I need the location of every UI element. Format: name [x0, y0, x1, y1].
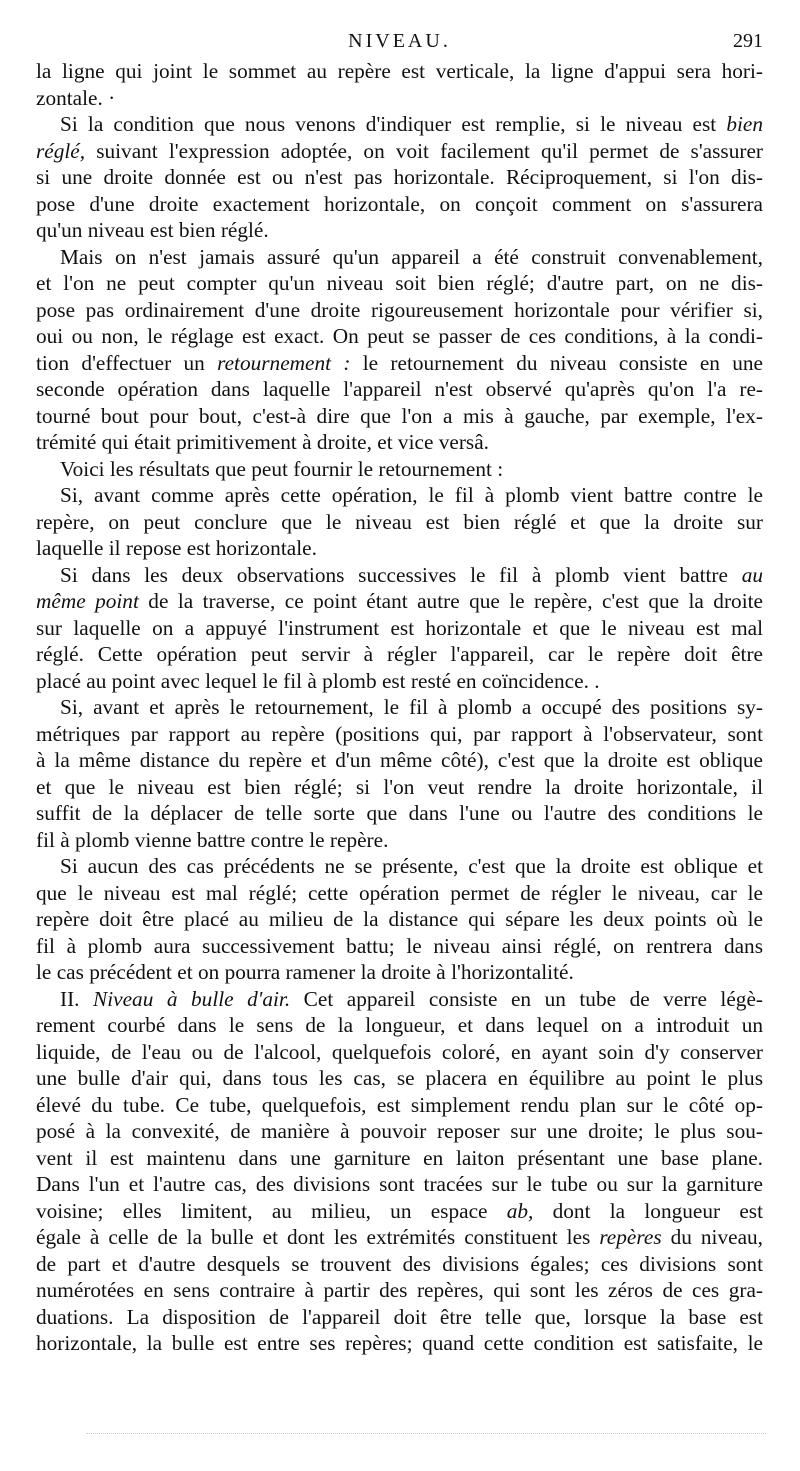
text-line — [36, 1224, 763, 1251]
text-run: zontale. · — [36, 85, 116, 110]
scan-margin-artifact — [86, 1433, 766, 1437]
text-line — [36, 1118, 763, 1145]
text-run: voisine; elles limitent, au milieu, un espace — [36, 1198, 507, 1223]
text-run: tion d'effectuer un — [36, 350, 218, 375]
text-run: à la même distance du repère et d'un même côté), c'est que la droite est oblique — [36, 748, 763, 772]
text-run: de part et d'autre desquels se trouvent des divisions égales; ces divisions sont — [36, 1251, 763, 1276]
text-line — [36, 827, 763, 854]
text-run: liquide, de l'eau ou de l'alcool, quelquefois coloré, en ayant soin d'y conserver — [36, 1039, 763, 1064]
text-run: repère doit être placé au milieu de la distance qui sépare les deux points où le — [36, 907, 763, 931]
text-run: fil à plomb vienne battre contre le repère. — [36, 827, 389, 852]
text-run: fil à plomb aura successivement battu; le niveau ainsi réglé, on rentrera dans — [36, 933, 763, 958]
text-run: suivant l'expression adoptée, on voit facilement qu'il permet de s'assurer — [85, 138, 763, 163]
italic-text: repères — [599, 1225, 662, 1249]
running-header — [36, 30, 763, 56]
body-text — [36, 58, 763, 1357]
text-line — [36, 456, 763, 483]
text-line — [36, 747, 763, 774]
text-run: dont la longueur est — [533, 1198, 763, 1223]
text-line — [36, 85, 763, 112]
text-run: Si, avant et après le retournement, le fil à plomb a occupé des positions sy- — [60, 695, 763, 719]
text-run: et que le niveau est bien réglé; si l'on veut rendre la droite horizontale, il — [36, 774, 763, 799]
text-line — [36, 1277, 763, 1304]
text-line — [36, 800, 763, 827]
text-run: et l'on ne peut compter qu'un niveau soit bien réglé; d'autre part, on ne dis- — [36, 271, 763, 295]
text-line — [36, 535, 763, 562]
text-run: Si la condition que nous venons d'indiquer est remplie, si le niveau est — [60, 112, 727, 136]
text-run: de la traverse, ce point étant autre que le repère, c'est que la droite — [138, 589, 763, 613]
italic-text: même point — [36, 589, 139, 613]
text-run: réglé. Cette opération peut servir à régler l'appareil, car le repère doit être — [36, 642, 763, 666]
text-line — [36, 986, 763, 1013]
text-run: repère, on peut conclure que le niveau est bien réglé et que la droite sur — [36, 509, 763, 534]
page-number: 291 — [733, 30, 763, 52]
text-run: Dans l'un et l'autre cas, des divisions sont tracées sur le tube ou sur la garniture — [36, 1172, 763, 1196]
running-title: NIVEAU. — [348, 30, 451, 52]
text-run: élevé du tube. Ce tube, quelquefois, est simplement rendu plan sur le côté op- — [36, 1092, 763, 1117]
text-line — [36, 906, 763, 933]
text-line — [36, 1092, 763, 1119]
text-line — [36, 270, 763, 297]
text-line — [36, 244, 763, 271]
text-line — [36, 721, 763, 748]
text-run: placé au point avec lequel le fil à plomb est resté en coïncidence. . — [36, 668, 600, 693]
text-run: rement courbé dans le sens de la longueur, et dans lequel on a introduit un — [36, 1013, 763, 1037]
text-line — [36, 138, 763, 165]
text-run: II. — [60, 986, 94, 1011]
italic-text: bien — [726, 112, 763, 136]
text-line — [36, 1171, 763, 1198]
text-line — [36, 164, 763, 191]
text-run: le retournement du niveau consiste en une — [350, 350, 763, 375]
text-line — [36, 1065, 763, 1092]
text-run: la ligne qui joint le sommet au repère est verticale, la ligne d'appui sera hori- — [36, 59, 763, 83]
text-line — [36, 880, 763, 907]
text-line — [36, 297, 763, 324]
text-run: Si, avant comme après cette opération, le fil à plomb vient battre contre le — [60, 483, 763, 507]
text-run: seconde opération dans laquelle l'appareil n'est observé qu'après qu'on l'a re- — [36, 377, 763, 401]
text-run: laquelle il repose est horizontale. — [36, 536, 317, 560]
text-line — [36, 694, 763, 721]
text-line — [36, 1330, 763, 1357]
text-run: numérotées en sens contraire à partir des repères, qui sont les zéros de ces gra- — [36, 1278, 763, 1302]
text-line — [36, 933, 763, 960]
text-line — [36, 217, 763, 244]
text-run: métriques par rapport au repère (positions qui, par rapport à l'observateur, sont — [36, 721, 763, 746]
italic-text: au — [741, 562, 763, 587]
text-line — [36, 509, 763, 536]
text-run: sur laquelle on a appuyé l'instrument est horizontale et que le niveau est mal — [36, 615, 763, 640]
text-line — [36, 1251, 763, 1278]
text-line — [36, 1304, 763, 1331]
text-run: Si aucun des cas précédents ne se présente, c'est que la droite est oblique et — [60, 854, 763, 878]
text-line — [36, 615, 763, 642]
text-run: Voici les résultats que peut fournir le retournement : — [60, 456, 504, 481]
text-run: Cet appareil consiste en un tube de verre légè- — [290, 986, 763, 1011]
italic-text: ab, — [506, 1198, 534, 1223]
text-line — [36, 562, 763, 589]
text-run: si une droite donnée est ou n'est pas horizontale. Réciproquement, si l'on dis- — [36, 165, 763, 189]
text-line — [36, 1198, 763, 1225]
text-line — [36, 191, 763, 218]
text-line — [36, 641, 763, 668]
italic-text: retournement : — [217, 350, 351, 375]
italic-text: Niveau à bulle d'air. — [93, 986, 291, 1011]
text-run: posé à la convexité, de manière à pouvoir reposer sur une droite; le plus sou- — [36, 1119, 763, 1143]
text-run: suffit de la déplacer de telle sorte que dans l'une ou l'autre des conditions le — [36, 801, 763, 825]
text-line — [36, 668, 763, 695]
text-run: pose d'une droite exactement horizontale, on conçoit comment on s'assurera — [36, 191, 763, 216]
text-line — [36, 429, 763, 456]
text-line — [36, 853, 763, 880]
text-run: oui ou non, le réglage est exact. On peut se passer de ces conditions, à la condi- — [36, 324, 763, 348]
text-line — [36, 111, 763, 138]
text-run: duations. La disposition de l'appareil doit être telle que, lorsque la base est — [36, 1304, 763, 1329]
text-run: Mais on n'est jamais assuré qu'un appareil a été construit convenablement, — [60, 244, 763, 269]
text-line — [36, 1012, 763, 1039]
text-line — [36, 403, 763, 430]
text-line — [36, 482, 763, 509]
text-line — [36, 323, 763, 350]
text-run: une bulle d'air qui, dans tous les cas, se placera en équilibre au point le plus — [36, 1066, 763, 1090]
text-line — [36, 588, 763, 615]
text-line — [36, 376, 763, 403]
text-run: Si dans les deux observations successives le fil à plomb vient battre — [60, 562, 742, 587]
text-run: trémité qui était primitivement à droite, et vice versâ. — [36, 430, 489, 454]
text-run: du niveau, — [661, 1225, 763, 1249]
text-run: égale à celle de la bulle et dont les extrémités constituent les — [36, 1225, 600, 1249]
text-line — [36, 774, 763, 801]
text-run: le cas précédent et on pourra ramener la droite à l'horizontalité. — [36, 960, 574, 984]
text-line — [36, 350, 763, 377]
text-line — [36, 959, 763, 986]
text-run: vent il est maintenu dans une garniture en laiton présentant une base plane. — [36, 1145, 763, 1170]
text-line — [36, 58, 763, 85]
text-run: pose pas ordinairement d'une droite rigoureusement horizontale pour vérifier si, — [36, 297, 763, 322]
text-run: qu'un niveau est bien réglé. — [36, 218, 269, 242]
text-line — [36, 1039, 763, 1066]
text-run: horizontale, la bulle est entre ses repères; quand cette condition est satisfaite, le — [36, 1331, 763, 1355]
text-line — [36, 1145, 763, 1172]
text-run: que le niveau est mal réglé; cette opération permet de régler le niveau, car le — [36, 880, 763, 905]
text-run: tourné bout pour bout, c'est-à dire que l'on a mis à gauche, par exemple, l'ex- — [36, 403, 763, 428]
italic-text: réglé, — [36, 138, 86, 163]
